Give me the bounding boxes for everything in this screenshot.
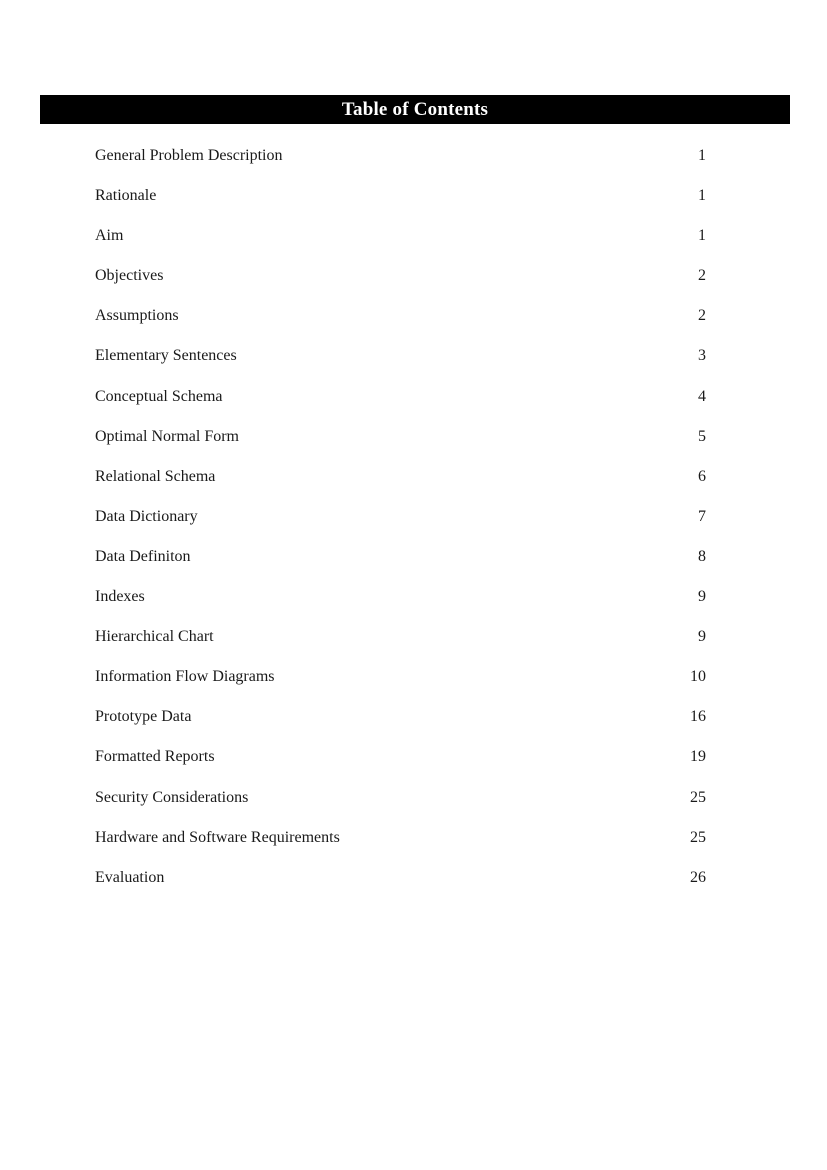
title-banner	[40, 95, 790, 124]
toc-entry-page: 4	[698, 387, 706, 405]
toc-entry-page: 1	[698, 147, 706, 164]
toc-entry-page: 26	[690, 868, 706, 886]
toc-entry	[95, 706, 710, 746]
toc-entry-label: Formatted Reports	[95, 748, 215, 766]
toc-entry	[95, 426, 710, 466]
toc-entry	[95, 145, 710, 185]
toc-entry-label: Optimal Normal Form	[95, 427, 239, 445]
toc-entry-page: 9	[698, 628, 706, 646]
toc-entry	[95, 386, 710, 426]
toc-entry	[95, 787, 710, 827]
toc-entry-page: 8	[698, 547, 706, 565]
toc-entry-label: Prototype Data	[95, 708, 192, 726]
toc-entry-label: Hardware and Software Requirements	[95, 828, 340, 846]
toc-entry-label: Security Considerations	[95, 788, 249, 806]
toc-entry-label: Hierarchical Chart	[95, 628, 214, 646]
toc-entry-page: 16	[690, 708, 706, 726]
toc-entry-page: 2	[698, 307, 706, 325]
toc-entry-page: 1	[698, 187, 706, 205]
toc-entry-page: 1	[698, 227, 706, 245]
toc-entry	[95, 466, 710, 506]
toc-entry	[95, 345, 710, 385]
toc-entry-label: Relational Schema	[95, 467, 216, 485]
toc-entry-label: Objectives	[95, 267, 164, 285]
toc-entry-label: Conceptual Schema	[95, 387, 223, 405]
toc-entry	[95, 265, 710, 305]
toc-entry-label: Data Dictionary	[95, 507, 198, 525]
toc-entry-label: General Problem Description	[95, 147, 283, 164]
toc-entry	[95, 305, 710, 345]
toc-entry-page: 6	[698, 467, 706, 485]
toc-entry-label: Assumptions	[95, 307, 179, 325]
toc-entry-page: 5	[698, 427, 706, 445]
toc-entry-page: 25	[690, 788, 706, 806]
toc-entry-page: 25	[690, 828, 706, 846]
toc-entry-label: Indexes	[95, 588, 145, 606]
toc-entry	[95, 586, 710, 626]
table-of-contents	[95, 145, 710, 907]
toc-entry	[95, 225, 710, 265]
toc-entry-label: Rationale	[95, 187, 157, 205]
toc-entry-page: 3	[698, 347, 706, 365]
toc-entry	[95, 506, 710, 546]
toc-entry-page: 2	[698, 267, 706, 285]
page-title: Table of Contents	[341, 99, 489, 120]
toc-entry-label: Data Definiton	[95, 547, 191, 565]
toc-entry-page: 19	[690, 748, 706, 766]
toc-entry	[95, 626, 710, 666]
toc-entry	[95, 827, 710, 867]
toc-entry-label: Elementary Sentences	[95, 347, 237, 365]
toc-entry	[95, 867, 710, 907]
toc-entry-label: Aim	[95, 227, 124, 245]
toc-entry	[95, 546, 710, 586]
toc-entry	[95, 746, 710, 786]
toc-entry	[95, 185, 710, 225]
toc-entry-label: Information Flow Diagrams	[95, 668, 275, 686]
toc-entry-page: 9	[698, 588, 706, 606]
toc-entry-page: 7	[698, 507, 706, 525]
toc-entry	[95, 666, 710, 706]
toc-entry-label: Evaluation	[95, 868, 165, 886]
toc-entry-page: 10	[690, 668, 706, 686]
